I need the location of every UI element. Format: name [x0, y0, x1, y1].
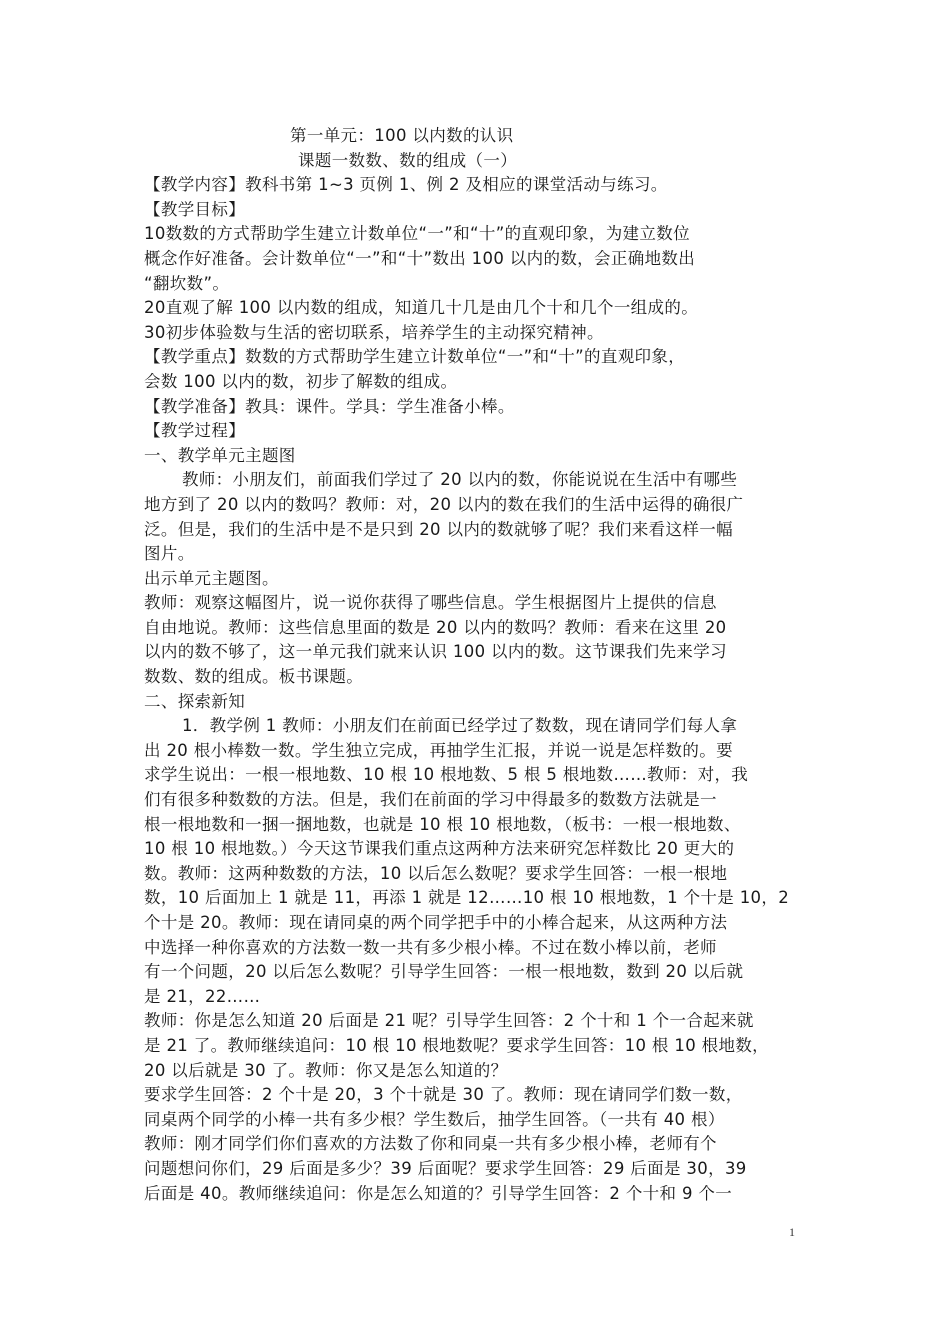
paragraph-line: 以内的数不够了，这一单元我们就来认识 100 以内的数。这节课我们先来学习	[144, 642, 727, 662]
document-body	[144, 124, 814, 1206]
paragraph-line: 根一根地数和一捆一捆地数，也就是 10 根 10 根地数，（板书：一根一根地数、	[144, 814, 741, 834]
paragraph-line: 10 根 10 根地数。）今天这节课我们重点这两种方法来研究怎样数比 20 更大的	[144, 839, 735, 859]
paragraph-line: 出 20 根小棒数一数。学生独立完成，再抽学生汇报，并说一说是怎样数的。要	[144, 740, 733, 760]
paragraph-line: 教师：你是怎么知道 20 后面是 21 呢？引导学生回答：2 个十和 1 个一合起来就	[144, 1011, 754, 1031]
paragraph-line: 中选择一种你喜欢的方法数一数一共有多少根小棒。不过在数小棒以前，老师	[144, 937, 717, 957]
teaching-goals-heading: 【教学目标】	[144, 199, 246, 219]
section-heading: 二、探索新知	[144, 691, 246, 711]
teaching-preparation: 【教学准备】教具：课件。学具：学生准备小棒。	[144, 396, 515, 416]
teaching-process-heading: 【教学过程】	[144, 421, 246, 441]
paragraph-line: 地方到了 20 以内的数吗？教师：对，20 以内的数在我们的生活中运得的确很广	[144, 494, 744, 514]
section-heading: 一、教学单元主题图	[144, 445, 296, 465]
document-title: 第一单元：100 以内数的认识	[290, 126, 514, 145]
paragraph-line: 有一个问题，20 以后怎么数呢？引导学生回答：一根一根地数，数到 20 以后就	[144, 962, 744, 982]
teaching-focus: 会数 100 以内的数，初步了解数的组成。	[144, 371, 458, 391]
paragraph-line: 教师：观察这幅图片，说一说你获得了哪些信息。学生根据图片上提供的信息	[144, 593, 717, 613]
paragraph-line: 问题想问你们，29 后面是多少？39 后面呢？要求学生回答：29 后面是 30，39	[144, 1158, 747, 1178]
goal-line: 10数数的方式帮助学生建立计数单位“一”和“十”的直观印象，为建立数位	[144, 224, 690, 244]
paragraph-line: 泛。但是，我们的生活中是不是只到 20 以内的数就够了呢？我们来看这样一幅	[144, 519, 733, 539]
paragraph-line: 教师：刚才同学们你们喜欢的方法数了你和同桌一共有多少根小棒，老师有个	[144, 1134, 717, 1154]
paragraph-line: 要求学生回答：2 个十是 20，3 个十就是 30 了。教师：现在请同学们数一数，	[144, 1085, 743, 1105]
teaching-focus: 【教学重点】数数的方式帮助学生建立计数单位“一”和“十”的直观印象，	[144, 347, 686, 367]
paragraph-line: 后面是 40。教师继续追问：你是怎么知道的？引导学生回答：2 个十和 9 个一	[144, 1183, 733, 1203]
paragraph-line: 教师：小朋友们，前面我们学过了 20 以内的数，你能说说在生活中有哪些	[181, 470, 738, 490]
paragraph-line: 数。教师：这两种数数的方法，10 以后怎么数呢？要求学生回答：一根一根地	[144, 863, 728, 883]
paragraph-line: 1．教学例 1 教师：小朋友们在前面已经学过了数数，现在请同学们每人拿	[181, 716, 738, 736]
goal-line: 概念作好准备。会计数单位“一”和“十”数出 100 以内的数，会正确地数出	[144, 248, 696, 268]
paragraph-line: 个十是 20。教师：现在请同桌的两个同学把手中的小棒合起来，从这两种方法	[144, 913, 728, 932]
paragraph-line: 是 21 了。教师继续追问：10 根 10 根地数呢？要求学生回答：10 根 10 根地数，	[144, 1035, 770, 1055]
lesson-subtitle: 课题一数数、数的组成（一）	[298, 150, 518, 170]
paragraph-line: 数，10 后面加上 1 就是 11，再添 1 就是 12……10 根 10 根地数，1 个十是 10，2	[144, 888, 790, 908]
paragraph-line: 们有很多种数数的方法。但是，我们在前面的学习中得最多的数数方法就是一	[144, 790, 717, 810]
paragraph-line: 20 以后就是 30 了。教师：你又是怎么知道的？	[144, 1060, 508, 1080]
paragraph-line: 数数、数的组成。板书课题。	[144, 667, 364, 687]
teaching-content: 【教学内容】教科书第 1~3 页例 1、例 2 及相应的课堂活动与练习。	[144, 175, 668, 195]
paragraph-line: 求学生说出：一根一根地数、10 根 10 根地数、5 根 5 根地数……教师：对，我	[144, 765, 749, 785]
page-number: 1	[789, 1225, 795, 1239]
paragraph-line: 出示单元主题图。	[144, 568, 279, 588]
paragraph-line: 自由地说。教师：这些信息里面的数是 20 以内的数吗？教师：看来在这里 20	[144, 617, 727, 637]
paragraph-line: 是 21，22……	[144, 986, 261, 1006]
goal-line: “翻坎数”。	[144, 273, 230, 293]
goal-line: 20直观了解 100 以内数的组成，知道几十几是由几个十和几个一组成的。	[144, 298, 699, 318]
paragraph-line: 同桌两个同学的小棒一共有多少根？学生数后，抽学生回答。（一共有 40 根）	[144, 1109, 725, 1129]
goal-line: 30初步体验数与生活的密切联系，培养学生的主动探究精神。	[144, 322, 604, 342]
paragraph-line: 图片。	[144, 544, 195, 564]
